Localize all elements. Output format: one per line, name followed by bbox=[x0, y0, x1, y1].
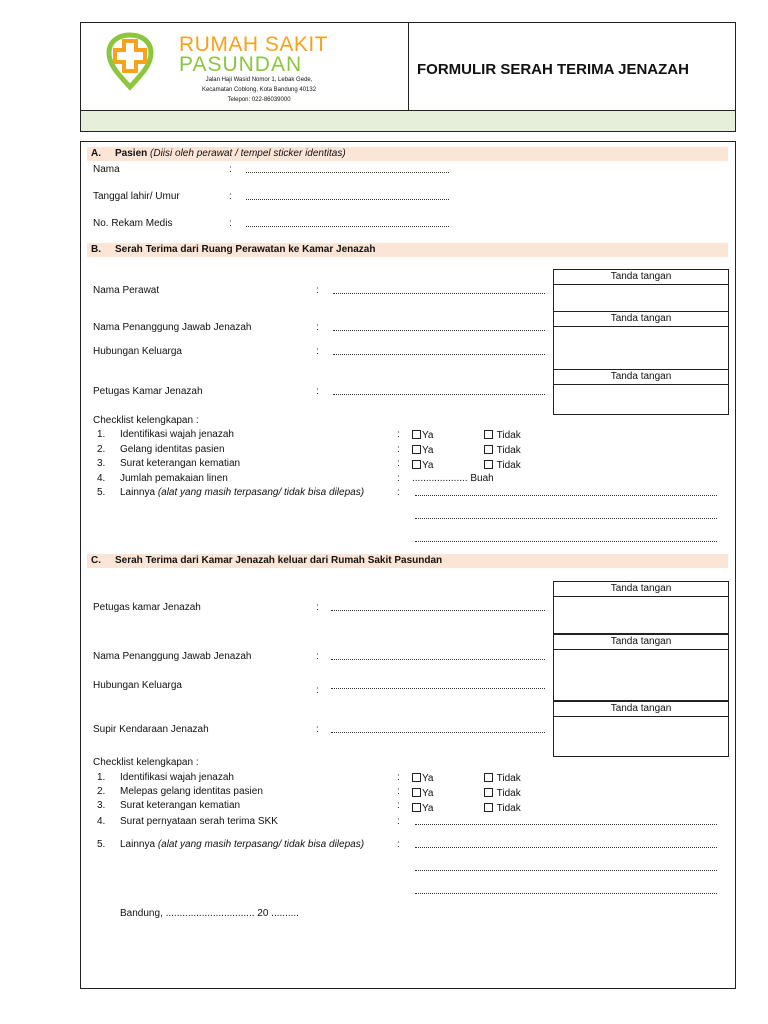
signature-label: Tanda tangan bbox=[554, 582, 728, 597]
field-pj-label: Nama Penanggung Jawab Jenazah bbox=[93, 322, 252, 333]
item-number: 4. bbox=[97, 816, 106, 827]
checkbox-icon bbox=[412, 445, 421, 454]
checkbox-label: Ya bbox=[422, 445, 434, 456]
field-hubungan-c-line[interactable] bbox=[331, 688, 545, 689]
checkbox-label: Ya bbox=[422, 773, 434, 784]
checkbox-ya[interactable] bbox=[412, 773, 434, 785]
checklist-item bbox=[120, 839, 364, 851]
lainnya-line[interactable] bbox=[415, 518, 717, 519]
checkbox-icon bbox=[412, 803, 421, 812]
colon: : bbox=[229, 164, 232, 175]
address-line1: Jalan Haji Wasid Nomor 1, Lebak Gede, bbox=[205, 77, 313, 83]
checklist-title: Checklist kelengkapan : bbox=[93, 415, 199, 426]
field-perawat-line[interactable] bbox=[333, 293, 545, 294]
signature-box-supir[interactable] bbox=[553, 701, 729, 757]
item-number: 5. bbox=[97, 487, 106, 498]
hospital-logo-icon bbox=[99, 29, 161, 91]
section-c-letter: C. bbox=[91, 555, 101, 566]
colon: : bbox=[397, 487, 400, 498]
checkbox-label: Ya bbox=[422, 803, 434, 814]
colon: : bbox=[397, 786, 400, 797]
checkbox-tidak[interactable] bbox=[484, 773, 521, 785]
checkbox-label: Ya bbox=[422, 460, 434, 471]
checkbox-label: Tidak bbox=[496, 430, 521, 441]
colon: : bbox=[316, 651, 319, 662]
checkbox-tidak[interactable] bbox=[484, 803, 521, 815]
checkbox-icon bbox=[412, 460, 421, 469]
field-tanggal-line[interactable] bbox=[246, 199, 449, 200]
checklist-item: Identifikasi wajah jenazah bbox=[120, 772, 234, 783]
checkbox-label: Tidak bbox=[496, 788, 521, 799]
colon: : bbox=[316, 724, 319, 735]
signature-box-penanggung-c[interactable] bbox=[553, 634, 729, 701]
lainnya-line[interactable] bbox=[415, 870, 717, 871]
checkbox-tidak[interactable] bbox=[484, 445, 521, 457]
form-title: FORMULIR SERAH TERIMA JENAZAH bbox=[417, 61, 689, 78]
item-number: 2. bbox=[97, 444, 106, 455]
phone: Telepon: 022-86039000 bbox=[227, 97, 291, 103]
item-number: 5. bbox=[97, 839, 106, 850]
linen-count-field[interactable] bbox=[412, 473, 494, 485]
section-a-title: Pasien bbox=[115, 148, 148, 159]
place-date[interactable]: Bandung, ................................ 20 .......... bbox=[120, 908, 299, 919]
header-box bbox=[80, 22, 736, 111]
checkbox-icon bbox=[484, 430, 493, 439]
checkbox-icon bbox=[484, 803, 493, 812]
checklist-item: Surat keterangan kematian bbox=[120, 458, 241, 469]
signature-label: Tanda tangan bbox=[554, 312, 728, 327]
header-green-bar bbox=[80, 111, 736, 132]
checklist-item: Identifikasi wajah jenazah bbox=[120, 429, 234, 440]
field-hubungan-label: Hubungan Keluarga bbox=[93, 346, 182, 357]
colon: : bbox=[316, 322, 319, 333]
signature-label: Tanda tangan bbox=[554, 635, 728, 650]
hospital-name-line2: PASUNDAN bbox=[179, 53, 303, 76]
checklist-item bbox=[120, 487, 364, 499]
checkbox-label: Ya bbox=[422, 788, 434, 799]
lainnya-line[interactable] bbox=[415, 847, 717, 848]
colon: : bbox=[397, 816, 400, 827]
checkbox-label: Tidak bbox=[496, 445, 521, 456]
colon: : bbox=[397, 444, 400, 455]
section-b-header bbox=[87, 243, 728, 257]
signature-label: Tanda tangan bbox=[554, 370, 728, 385]
field-petugas-line[interactable] bbox=[333, 394, 545, 395]
section-c-header bbox=[87, 554, 728, 568]
signature-label: Tanda tangan bbox=[554, 702, 728, 717]
checkbox-icon bbox=[484, 773, 493, 782]
checklist-item: Gelang identitas pasien bbox=[120, 444, 225, 455]
colon: : bbox=[397, 473, 400, 484]
colon: : bbox=[316, 685, 319, 696]
colon: : bbox=[397, 772, 400, 783]
section-a-letter: A. bbox=[91, 148, 101, 159]
field-pj-c-label: Nama Penanggung Jawab Jenazah bbox=[93, 651, 252, 662]
checkbox-ya[interactable] bbox=[412, 788, 434, 800]
checkbox-tidak[interactable] bbox=[484, 788, 521, 800]
checkbox-ya[interactable] bbox=[412, 430, 434, 442]
item-number: 3. bbox=[97, 458, 106, 469]
item-number: 3. bbox=[97, 800, 106, 811]
checkbox-icon bbox=[412, 430, 421, 439]
field-pj-line[interactable] bbox=[333, 330, 545, 331]
checkbox-tidak[interactable] bbox=[484, 430, 521, 442]
checkbox-label: Tidak bbox=[496, 460, 521, 471]
section-b-title: Serah Terima dari Ruang Perawatan ke Kamar Jenazah bbox=[115, 244, 376, 255]
checklist-title-c: Checklist kelengkapan : bbox=[93, 757, 199, 768]
skk-line[interactable] bbox=[415, 824, 717, 825]
item-note: (alat yang masih terpasang/ tidak bisa dilepas) bbox=[157, 839, 365, 850]
field-perawat-label: Nama Perawat bbox=[93, 285, 160, 296]
hospital-name-line1: RUMAH SAKIT bbox=[179, 33, 329, 56]
field-rm-label: No. Rekam Medis bbox=[93, 218, 173, 229]
header-divider bbox=[408, 23, 409, 111]
unit-label: Buah bbox=[470, 473, 494, 484]
section-c-title: Serah Terima dari Kamar Jenazah keluar dari Rumah Sakit Pasundan bbox=[115, 555, 443, 566]
colon: : bbox=[316, 386, 319, 397]
item-text: Lainnya bbox=[120, 487, 156, 498]
signature-box-petugas[interactable] bbox=[553, 369, 729, 415]
field-hubungan-line[interactable] bbox=[333, 354, 545, 355]
signature-box-penanggung[interactable] bbox=[553, 311, 729, 370]
field-nama-line[interactable] bbox=[246, 172, 449, 173]
section-a-header bbox=[87, 147, 728, 161]
section-a-note: (Diisi oleh perawat / tempel sticker identitas) bbox=[150, 148, 346, 159]
checklist-item: Surat keterangan kematian bbox=[120, 800, 241, 811]
checkbox-label: Tidak bbox=[496, 773, 521, 784]
colon: : bbox=[316, 602, 319, 613]
address-line2: Kecamatan Coblong, Kota Bandung 40132 bbox=[201, 87, 317, 93]
colon: : bbox=[229, 218, 232, 229]
checkbox-icon bbox=[484, 788, 493, 797]
section-b-letter: B. bbox=[91, 244, 101, 255]
checkbox-icon bbox=[412, 788, 421, 797]
colon: : bbox=[397, 800, 400, 811]
colon: : bbox=[397, 429, 400, 440]
field-petugas-c-label: Petugas kamar Jenazah bbox=[93, 602, 201, 613]
lainnya-line[interactable] bbox=[415, 893, 717, 894]
field-tanggal-label: Tanggal lahir/ Umur bbox=[93, 191, 180, 202]
field-pj-c-line[interactable] bbox=[331, 659, 545, 660]
checkbox-icon bbox=[484, 460, 493, 469]
field-petugas-label: Petugas Kamar Jenazah bbox=[93, 386, 203, 397]
signature-box-petugas-c[interactable] bbox=[553, 581, 729, 634]
linen-count-dots: .................... bbox=[412, 473, 468, 484]
item-note: (alat yang masih terpasang/ tidak bisa dilepas) bbox=[157, 487, 365, 498]
checkbox-label: Tidak bbox=[496, 803, 521, 814]
signature-label: Tanda tangan bbox=[554, 270, 728, 285]
lainnya-line[interactable] bbox=[415, 495, 717, 496]
checkbox-label: Ya bbox=[422, 430, 434, 441]
checkbox-tidak[interactable] bbox=[484, 460, 521, 472]
address-block bbox=[181, 75, 337, 105]
field-nama-label: Nama bbox=[93, 164, 120, 175]
field-hubungan-c-label: Hubungan Keluarga bbox=[93, 680, 182, 691]
field-supir-line[interactable] bbox=[331, 732, 545, 733]
checkbox-ya[interactable] bbox=[412, 460, 434, 472]
field-petugas-c-line[interactable] bbox=[331, 610, 545, 611]
field-rm-line[interactable] bbox=[246, 226, 449, 227]
colon: : bbox=[397, 839, 400, 850]
item-number: 2. bbox=[97, 786, 106, 797]
colon: : bbox=[316, 346, 319, 357]
checkbox-icon bbox=[484, 445, 493, 454]
checklist-item: Melepas gelang identitas pasien bbox=[120, 786, 263, 797]
checklist-item: Jumlah pemakaian linen bbox=[120, 473, 228, 484]
lainnya-line[interactable] bbox=[415, 541, 717, 542]
checklist-item: Surat pernyataan serah terima SKK bbox=[120, 816, 278, 827]
colon: : bbox=[316, 285, 319, 296]
field-supir-label: Supir Kendaraan Jenazah bbox=[93, 724, 209, 735]
signature-box-perawat[interactable] bbox=[553, 269, 729, 312]
colon: : bbox=[229, 191, 232, 202]
item-number: 4. bbox=[97, 473, 106, 484]
checkbox-ya[interactable] bbox=[412, 445, 434, 457]
item-text: Lainnya bbox=[120, 839, 156, 850]
item-number: 1. bbox=[97, 772, 106, 783]
item-number: 1. bbox=[97, 429, 106, 440]
checkbox-icon bbox=[412, 773, 421, 782]
colon: : bbox=[397, 458, 400, 469]
checkbox-ya[interactable] bbox=[412, 803, 434, 815]
